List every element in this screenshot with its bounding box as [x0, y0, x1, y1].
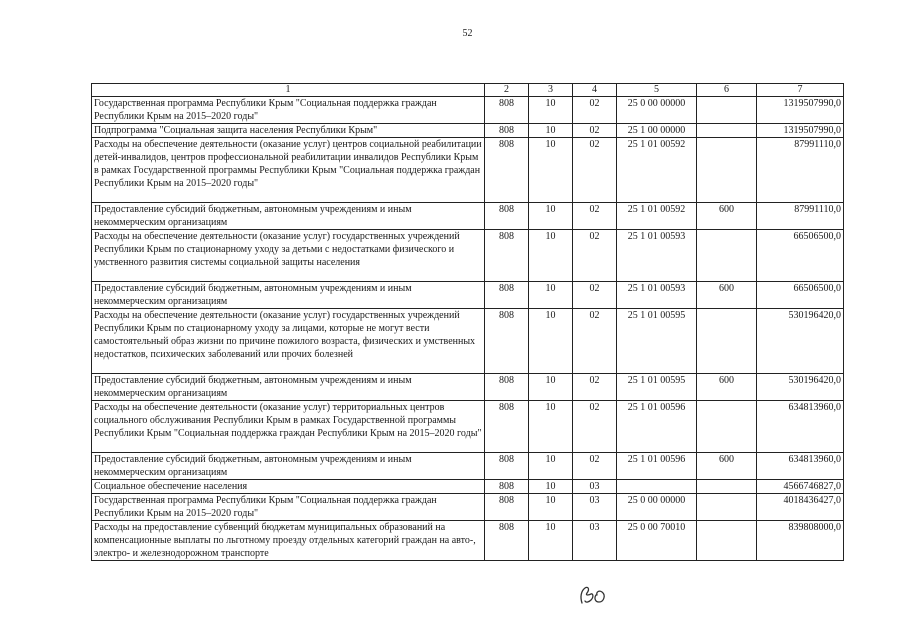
row-target-article-cell: 25 0 00 70010	[617, 521, 697, 561]
row-section-cell: 10	[529, 453, 573, 480]
column-header-1: 1	[92, 84, 485, 97]
row-target-article-cell: 25 1 01 00596	[617, 453, 697, 480]
row-subsection-cell: 02	[573, 401, 617, 453]
row-code-cell: 808	[485, 282, 529, 309]
row-expense-type-cell	[697, 138, 757, 203]
row-section-cell: 10	[529, 494, 573, 521]
table-row	[92, 282, 844, 309]
row-name-cell: Расходы на обеспечение деятельности (оказание услуг) государственных учреждений Республики Крым по стационарному уходу за детьми с недостатками физического и умственного развития системы социальной защиты населения	[92, 230, 485, 282]
row-code-cell: 808	[485, 203, 529, 230]
row-code-cell: 808	[485, 97, 529, 124]
row-code-cell: 808	[485, 401, 529, 453]
row-section-cell: 10	[529, 138, 573, 203]
row-subsection-cell: 02	[573, 230, 617, 282]
row-name-cell: Социальное обеспечение населения	[92, 480, 485, 494]
page-number: 52	[462, 28, 473, 39]
row-subsection-cell: 02	[573, 124, 617, 138]
row-amount-cell: 1319507990,0	[757, 97, 844, 124]
row-expense-type-cell	[697, 230, 757, 282]
row-section-cell: 10	[529, 374, 573, 401]
row-section-cell: 10	[529, 521, 573, 561]
row-name-cell: Расходы на обеспечение деятельности (оказание услуг) территориальных центров социального обслуживания Республики Крым в рамках Государственной программы Республики Крым "Социальная поддержка граждан Республики Крым на 2015–2020 годы"	[92, 401, 485, 453]
row-code-cell: 808	[485, 521, 529, 561]
table-row	[92, 124, 844, 138]
row-subsection-cell: 03	[573, 521, 617, 561]
row-amount-cell: 87991110,0	[757, 138, 844, 203]
column-header-4: 4	[573, 84, 617, 97]
row-subsection-cell: 02	[573, 282, 617, 309]
row-section-cell: 10	[529, 282, 573, 309]
row-section-cell: 10	[529, 230, 573, 282]
table-row	[92, 97, 844, 124]
row-amount-cell: 634813960,0	[757, 401, 844, 453]
row-subsection-cell: 02	[573, 203, 617, 230]
table-row	[92, 453, 844, 480]
row-amount-cell: 1319507990,0	[757, 124, 844, 138]
row-subsection-cell: 03	[573, 494, 617, 521]
column-header-6: 6	[697, 84, 757, 97]
row-target-article-cell: 25 0 00 00000	[617, 97, 697, 124]
row-name-cell: Расходы на обеспечение деятельности (оказание услуг) государственных учреждений Республики Крым по стационарному уходу за лицами, которые не могут вести самостоятельный образ жизни по причине пожилого возраста, физических и умственных недостатков, психических заболеваний или прочих болезней	[92, 309, 485, 374]
table-row	[92, 203, 844, 230]
handwritten-signature	[576, 583, 610, 607]
column-header-2: 2	[485, 84, 529, 97]
table-body	[92, 97, 844, 561]
row-target-article-cell: 25 0 00 00000	[617, 494, 697, 521]
row-subsection-cell: 03	[573, 480, 617, 494]
row-name-cell: Подпрограмма "Социальная защита населения Республики Крым"	[92, 124, 485, 138]
row-amount-cell: 4566746827,0	[757, 480, 844, 494]
row-target-article-cell: 25 1 01 00595	[617, 374, 697, 401]
table-row	[92, 230, 844, 282]
row-name-cell: Предоставление субсидий бюджетным, автономным учреждениям и иным некоммерческим организациям	[92, 203, 485, 230]
row-target-article-cell: 25 1 01 00592	[617, 138, 697, 203]
row-name-cell: Государственная программа Республики Крым "Социальная поддержка граждан Республики Крым на 2015–2020 годы"	[92, 494, 485, 521]
row-target-article-cell: 25 1 01 00593	[617, 282, 697, 309]
row-amount-cell: 839808000,0	[757, 521, 844, 561]
row-subsection-cell: 02	[573, 374, 617, 401]
row-amount-cell: 87991110,0	[757, 203, 844, 230]
row-amount-cell: 634813960,0	[757, 453, 844, 480]
row-expense-type-cell	[697, 480, 757, 494]
row-expense-type-cell: 600	[697, 453, 757, 480]
row-amount-cell: 530196420,0	[757, 309, 844, 374]
row-amount-cell: 4018436427,0	[757, 494, 844, 521]
row-code-cell: 808	[485, 374, 529, 401]
row-expense-type-cell	[697, 521, 757, 561]
row-name-cell: Расходы на предоставление субвенций бюджетам муниципальных образований на компенсационные выплаты по льготному проезду отдельных категорий граждан на авто-, электро- и железнодорожном транспорте	[92, 521, 485, 561]
row-name-cell: Предоставление субсидий бюджетным, автономным учреждениям и иным некоммерческим организациям	[92, 374, 485, 401]
row-expense-type-cell: 600	[697, 282, 757, 309]
row-target-article-cell: 25 1 01 00596	[617, 401, 697, 453]
row-expense-type-cell: 600	[697, 203, 757, 230]
row-name-cell: Предоставление субсидий бюджетным, автономным учреждениям и иным некоммерческим организациям	[92, 453, 485, 480]
row-code-cell: 808	[485, 138, 529, 203]
row-name-cell: Расходы на обеспечение деятельности (оказание услуг) центров социальной реабилитации детей-инвалидов, центров профессиональной реабилитации инвалидов Республики Крым в рамках Государственной программы Республики Крым "Социальная поддержка граждан Республики Крым на 2015–2020 годы"	[92, 138, 485, 203]
row-code-cell: 808	[485, 480, 529, 494]
row-section-cell: 10	[529, 203, 573, 230]
row-name-cell: Государственная программа Республики Крым "Социальная поддержка граждан Республики Крым на 2015–2020 годы"	[92, 97, 485, 124]
row-code-cell: 808	[485, 453, 529, 480]
table-row	[92, 401, 844, 453]
row-code-cell: 808	[485, 494, 529, 521]
row-amount-cell: 530196420,0	[757, 374, 844, 401]
table-row	[92, 309, 844, 374]
header-row	[92, 84, 844, 97]
row-target-article-cell: 25 1 00 00000	[617, 124, 697, 138]
row-expense-type-cell: 600	[697, 374, 757, 401]
row-subsection-cell: 02	[573, 309, 617, 374]
column-header-3: 3	[529, 84, 573, 97]
row-expense-type-cell	[697, 124, 757, 138]
row-subsection-cell: 02	[573, 453, 617, 480]
table-row	[92, 480, 844, 494]
budget-table	[91, 83, 844, 561]
row-code-cell: 808	[485, 230, 529, 282]
row-target-article-cell	[617, 480, 697, 494]
row-target-article-cell: 25 1 01 00593	[617, 230, 697, 282]
row-target-article-cell: 25 1 01 00592	[617, 203, 697, 230]
row-amount-cell: 66506500,0	[757, 282, 844, 309]
row-section-cell: 10	[529, 124, 573, 138]
row-subsection-cell: 02	[573, 97, 617, 124]
row-amount-cell: 66506500,0	[757, 230, 844, 282]
table-row	[92, 521, 844, 561]
row-section-cell: 10	[529, 309, 573, 374]
row-code-cell: 808	[485, 124, 529, 138]
row-expense-type-cell	[697, 401, 757, 453]
row-name-cell: Предоставление субсидий бюджетным, автономным учреждениям и иным некоммерческим организациям	[92, 282, 485, 309]
table-row	[92, 494, 844, 521]
row-section-cell: 10	[529, 97, 573, 124]
table-row	[92, 138, 844, 203]
column-header-7: 7	[757, 84, 844, 97]
column-header-5: 5	[617, 84, 697, 97]
row-expense-type-cell	[697, 97, 757, 124]
row-target-article-cell: 25 1 01 00595	[617, 309, 697, 374]
table-row	[92, 374, 844, 401]
row-code-cell: 808	[485, 309, 529, 374]
row-subsection-cell: 02	[573, 138, 617, 203]
row-section-cell: 10	[529, 401, 573, 453]
row-section-cell: 10	[529, 480, 573, 494]
row-expense-type-cell	[697, 494, 757, 521]
row-expense-type-cell	[697, 309, 757, 374]
